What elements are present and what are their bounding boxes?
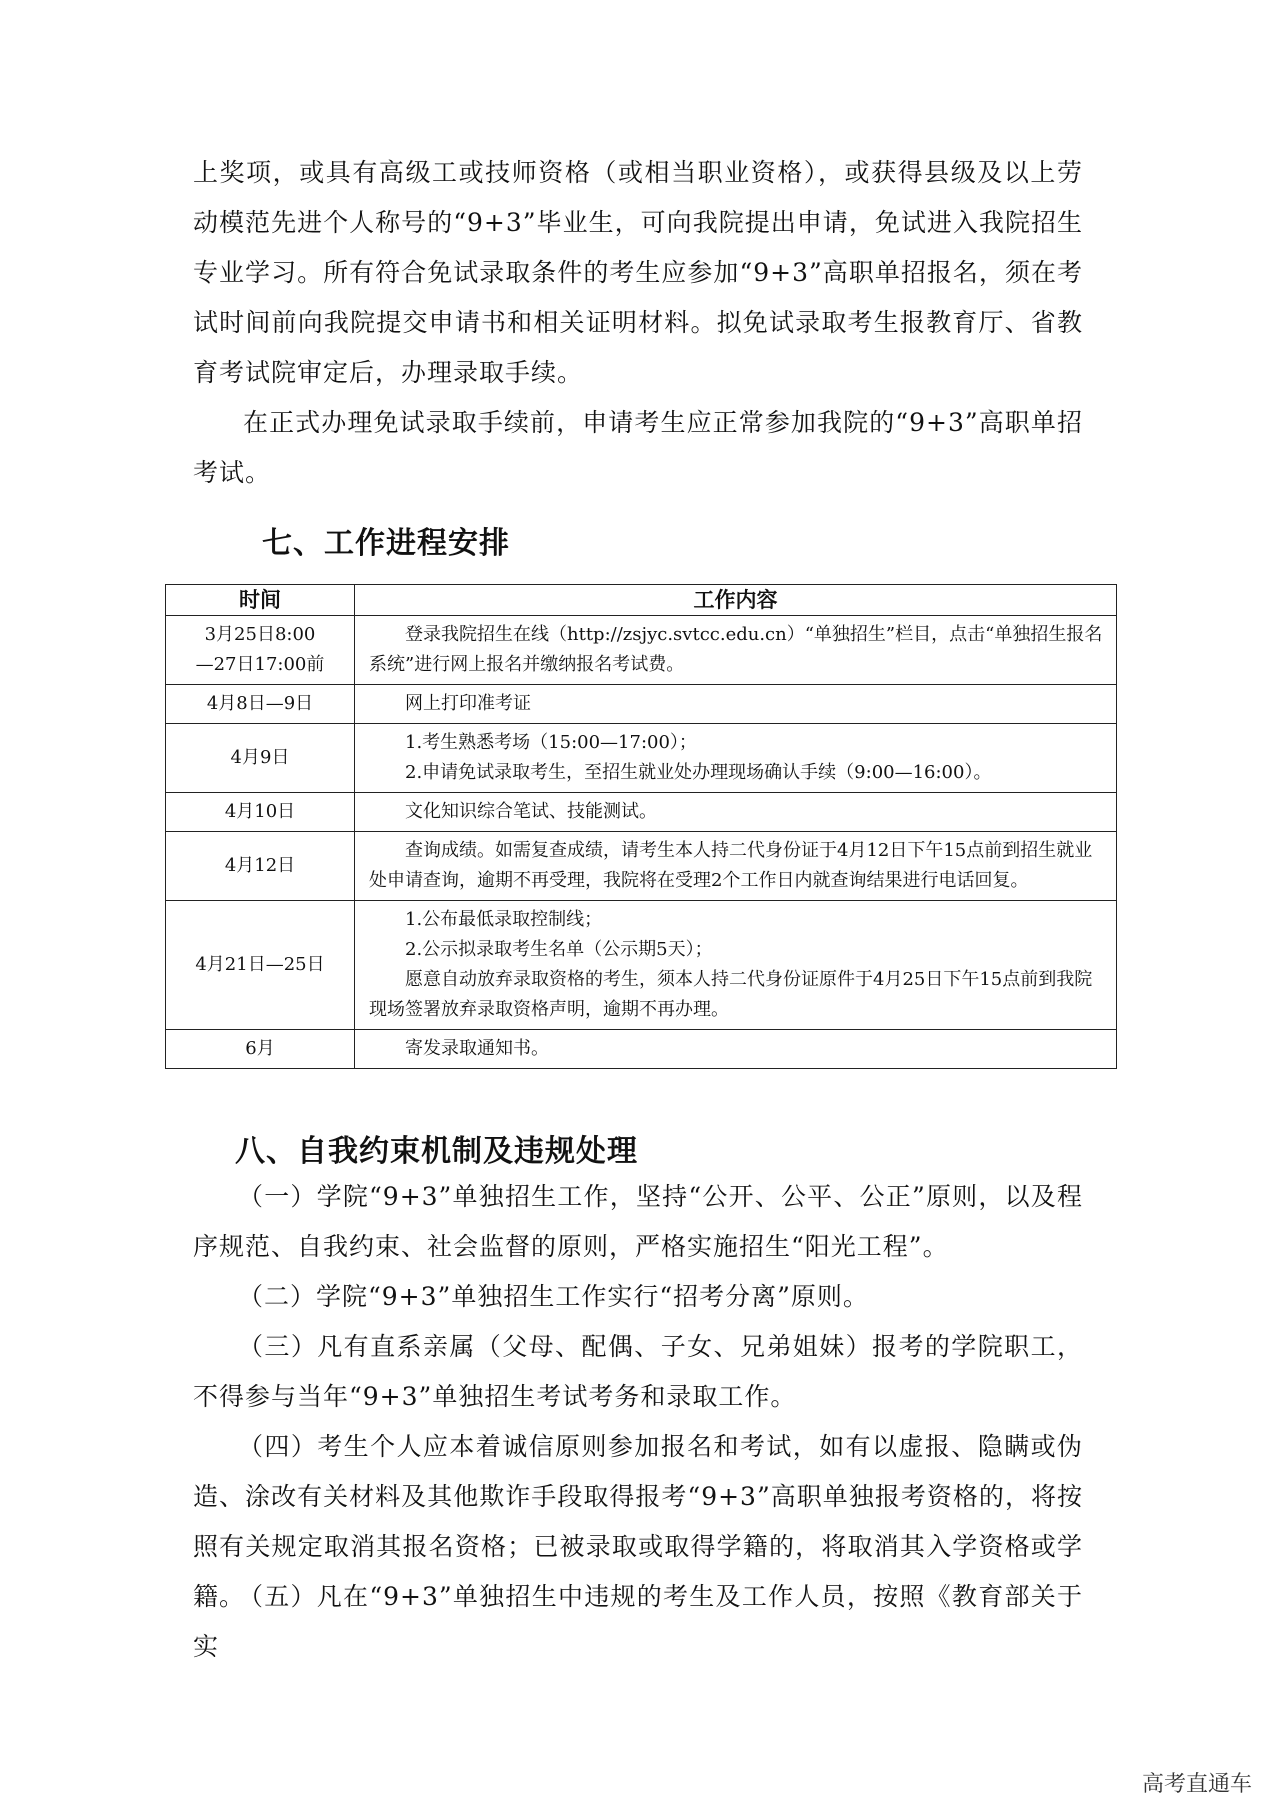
time-cell xyxy=(166,685,355,724)
content-cell xyxy=(355,793,1117,832)
header-content: 工作内容 xyxy=(355,585,1117,616)
time-cell xyxy=(166,1030,355,1069)
content-cell xyxy=(355,832,1117,901)
table-row xyxy=(166,724,1117,793)
schedule-header-row xyxy=(166,585,1117,616)
section8-paragraph-4: （四）考生个人应本着诚信原则参加报名和考试，如有以虚报、隐瞒或伪造、涂改有关材料及其他欺诈手段取得报考“9+3”高职单独报考资格的，将按照有关规定取消其报名资格；已被录取或取得学籍的，将取消其入学资格或学籍。 xyxy=(193,1432,1083,1611)
header-time: 时间 xyxy=(166,585,355,616)
time-cell xyxy=(166,616,355,685)
time-cell xyxy=(166,724,355,793)
table-row xyxy=(166,832,1117,901)
content-cell xyxy=(355,1030,1117,1069)
content-line: 1.考生熟悉考场（15:00—17:00）； xyxy=(405,732,697,753)
content-cell xyxy=(355,901,1117,1030)
table-row xyxy=(166,685,1117,724)
time-line: 4月10日 xyxy=(224,801,296,822)
table-row xyxy=(166,616,1117,685)
content-line: 愿意自动放弃录取资格的考生，须本人持二代身份证原件于4月25日下午15点前到我院现场签署放弃录取资格声明，逾期不再办理。 xyxy=(369,969,1093,1020)
time-cell xyxy=(166,832,355,901)
content-line: 网上打印准考证 xyxy=(405,693,531,714)
time-cell xyxy=(166,901,355,1030)
section8-paragraph-1: （一）学院“9+3”单独招生工作，坚持“公开、公平、公正”原则，以及程序规范、自我约束、社会监督的原则，严格实施招生“阳光工程”。 xyxy=(193,1182,1083,1261)
time-line: 4月8日—9日 xyxy=(206,693,314,714)
time-line: 4月9日 xyxy=(230,747,290,768)
time-cell xyxy=(166,793,355,832)
section8-paragraph-5: （五）凡在“9+3”单独招生中违规的考生及工作人员，按照《教育部关于实 xyxy=(193,1582,1083,1661)
content-line: 登录我院招生在线（http://zsjyc.svtcc.edu.cn）“单独招生”栏目，点击“单独招生报名系统”进行网上报名并缴纳报名考试费。 xyxy=(369,624,1103,675)
time-line: 3月25日8:00 xyxy=(204,624,316,645)
time-line: 4月21日—25日 xyxy=(195,954,325,975)
section7-heading: 七、工作进程安排 xyxy=(262,526,510,561)
content-cell xyxy=(355,616,1117,685)
content-line: 2.申请免试录取考生，至招生就业处办理现场确认手续（9:00—16:00）。 xyxy=(405,762,992,783)
time-line: —27日17:00前 xyxy=(195,654,325,675)
content-line: 2.公示拟录取考生名单（公示期5天）； xyxy=(405,939,713,960)
content-line: 查询成绩。如需复查成绩，请考生本人持二代身份证于4月12日下午15点前到招生就业处申请查询，逾期不再受理，我院将在受理2个工作日内就查询结果进行电话回复。 xyxy=(369,840,1093,891)
content-cell xyxy=(355,724,1117,793)
section8-paragraph-3: （三）凡有直系亲属（父母、配偶、子女、兄弟姐妹）报考的学院职工，不得参与当年“9+3”单独招生考试考务和录取工作。 xyxy=(193,1332,1083,1411)
content-line: 1.公布最低录取控制线； xyxy=(405,909,603,930)
time-line: 4月12日 xyxy=(224,855,296,876)
schedule-table xyxy=(165,584,1117,1069)
content-line: 寄发录取通知书。 xyxy=(405,1038,549,1059)
content-line: 文化知识综合笔试、技能测试。 xyxy=(405,801,657,822)
section8-paragraph-2: （二）学院“9+3”单独招生工作实行“招考分离”原则。 xyxy=(238,1282,869,1311)
table-row xyxy=(166,793,1117,832)
paragraph-exemption-exam: 在正式办理免试录取手续前，申请考生应正常参加我院的“9+3”高职单招考试。 xyxy=(193,408,1083,487)
table-row xyxy=(166,1030,1117,1069)
table-row xyxy=(166,901,1117,1030)
content-cell xyxy=(355,685,1117,724)
watermark-text: 高考直通车 xyxy=(1141,1772,1252,1797)
time-line: 6月 xyxy=(245,1038,275,1059)
paragraph-exemption-conditions: 上奖项，或具有高级工或技师资格（或相当职业资格），或获得县级及以上劳动模范先进个人称号的“9+3”毕业生，可向我院提出申请，免试进入我院招生专业学习。所有符合免试录取条件的考生应参加“9+3”高职单招报名，须在考试时间前向我院提交申请书和相关证明材料。拟免试录取考生报教育厅、省教育考试院审定后，办理录取手续。 xyxy=(193,158,1083,387)
section8-heading: 八、自我约束机制及违规处理 xyxy=(235,1134,638,1169)
